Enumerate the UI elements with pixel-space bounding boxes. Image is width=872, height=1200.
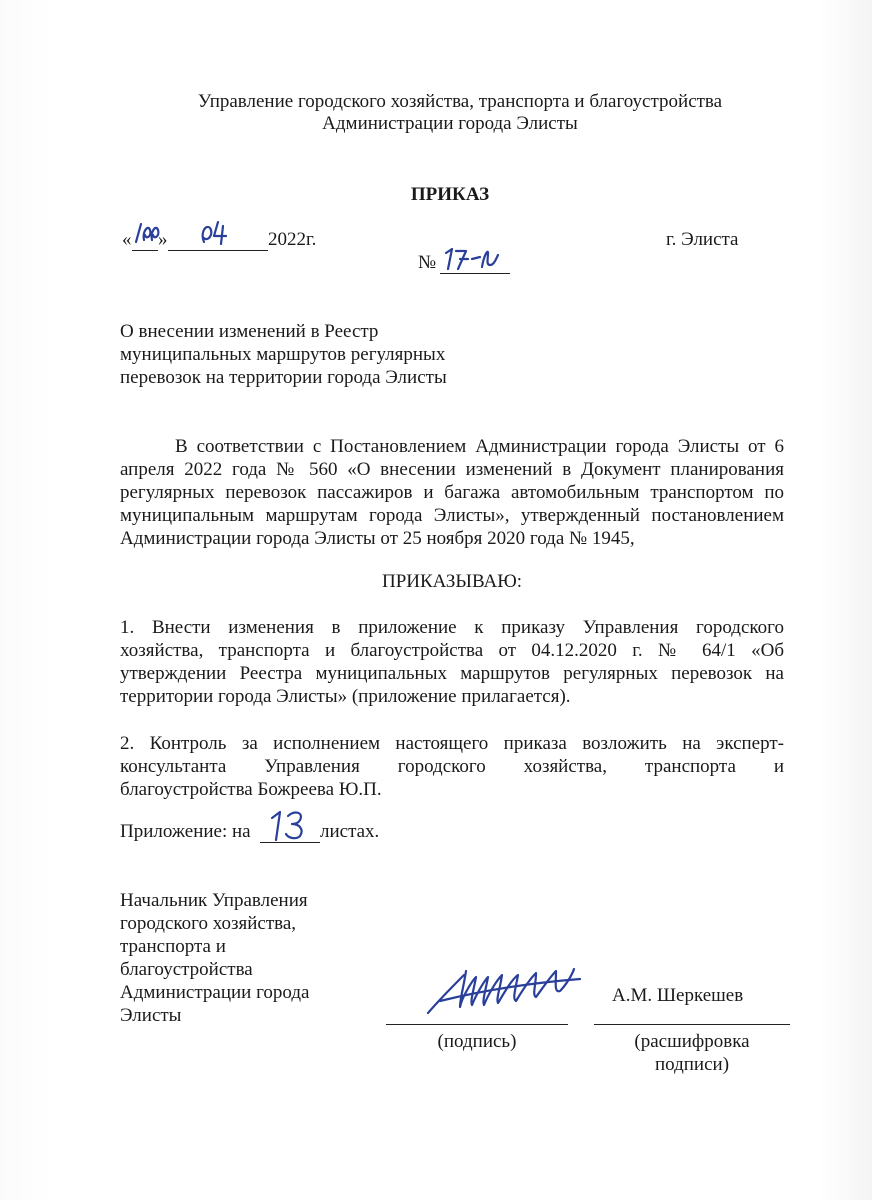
attachment (120, 808, 420, 848)
date-year: 2022г. (268, 229, 317, 250)
decode-caption-2: подписи) (654, 1054, 730, 1075)
subject-line-1: О внесении изменений в Реестр (120, 321, 379, 342)
order-item-1 (120, 616, 784, 708)
date-open-quote: « (122, 229, 132, 250)
date-day-line (132, 250, 158, 251)
order-city: г. Элиста (666, 229, 739, 250)
item1-line-2: хозяйства, транспорта и благоустройства от 04.12.2020 г. № 64/1 «Об (120, 640, 784, 661)
order-date (122, 218, 342, 248)
decode-caption-1: (расшифровка (634, 1031, 750, 1052)
handwritten-signature (420, 955, 590, 1025)
position-line-4: благоустройства (120, 959, 253, 980)
preamble-line-3: регулярных перевозок пассажиров и багажа автомобильным транспортом по (120, 482, 784, 503)
signature-line (386, 1024, 568, 1025)
preamble-line-5: Администрации города Элисты от 25 ноября 2020 года № 1945, (120, 528, 635, 549)
subject-line-3: перевозок на территории города Элисты (120, 367, 447, 388)
order-word: ПРИКАЗЫВАЮ: (381, 571, 523, 592)
position-line-6: Элисты (120, 1005, 182, 1026)
org-name-line1: Управление городского хозяйства, транспорта и благоустройства (197, 91, 723, 112)
item2-line-2: консультанта Управления городского хозяйства, транспорта и (120, 756, 784, 777)
name-line (594, 1024, 790, 1025)
position-line-3: транспорта и (120, 936, 226, 957)
document-title: ПРИКАЗ (410, 184, 490, 205)
signatory-position (120, 889, 309, 1027)
position-line-2: городского хозяйства, (120, 913, 297, 934)
date-month-line (168, 250, 268, 251)
item1-line-3: утверждении Реестра муниципальных маршрутов регулярных перевозок на (120, 663, 784, 684)
handwritten-number (442, 243, 514, 273)
item1-line-1: 1. Внести изменения в приложение к приказу Управления городского (120, 617, 784, 638)
item2-line-3: благоустройства Божреева Ю.П. (120, 779, 382, 800)
handwritten-day (132, 218, 162, 246)
preamble-line-4: муниципальным маршрутам города Элисты», утвержденный постановлением (120, 505, 784, 526)
attachment-count-line (260, 842, 320, 843)
signature-caption: (подпись) (437, 1031, 517, 1052)
subject-line-2: муниципальных маршрутов регулярных (120, 344, 446, 365)
signatory-name: А.М. Шеркешев (612, 985, 744, 1006)
order-item-2 (120, 732, 784, 801)
preamble-line-2: апреля 2022 года № 560 «О внесении изменений в Документ планирования (120, 459, 784, 480)
item2-line-1: 2. Контроль за исполнением настоящего приказа возложить на эксперт- (120, 733, 784, 754)
number-line (440, 273, 510, 274)
handwritten-month (196, 218, 240, 246)
org-name-line2: Администрации города Элисты (322, 113, 578, 134)
handwritten-count (266, 808, 316, 842)
number-prefix: № (418, 252, 437, 273)
date-close-quote: » (158, 229, 168, 250)
attachment-prefix: Приложение: на (120, 821, 251, 842)
position-line-1: Начальник Управления (120, 890, 308, 911)
position-line-5: Администрации города (120, 982, 310, 1003)
item1-line-4: территории города Элисты» (приложение прилагается). (120, 686, 571, 707)
attachment-suffix: листах. (320, 821, 380, 842)
preamble (120, 435, 784, 550)
order-number (418, 243, 528, 275)
preamble-line-1: В соответствии с Постановлением Администрации города Элисты от 6 (175, 436, 784, 457)
